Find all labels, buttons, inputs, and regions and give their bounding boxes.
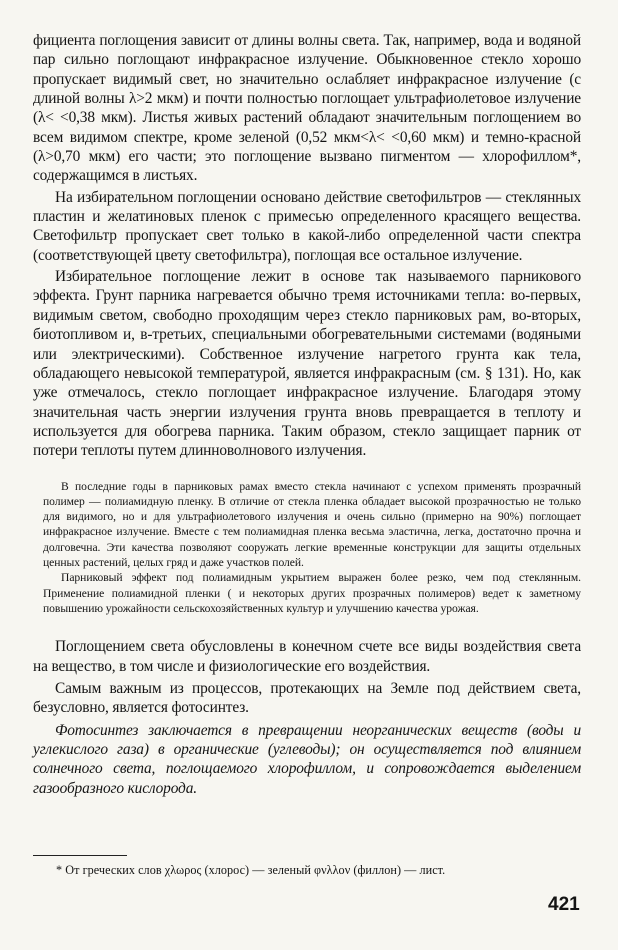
main-paragraph-3: Избирательное поглощение лежит в основе так называемого парникового эффекта. Грунт парника нагревается обычно тремя источниками тепла: во-первых, видимым светом, свободно проходящим через стекло парниковых рам, во-вторых, биотопливом и, в-третьих, специальными обогревательными системами (водяными или электрическими). Собственное излучение нагретого грунта как тела, обладающего невысокой температурой, является инфракрасным (см. § 131). Но, как уже отмечалось, стекло поглощает инфракрасное излучение. Благодаря этому значительная часть энергии излучения грунта вновь превращается в теплоту и используется для обогрева парника. Таким образом, стекло защищает парник от потери теплоты путем длинноволнового излучения. — [33, 268, 581, 460]
page-number: 421 — [548, 894, 580, 915]
small-print-paragraph-1: В последние годы в парниковых рамах вместо стекла начинают с успехом применять прозрачный полимер — полиамидную пленку. В отличие от стекла пленка обладает высокой прозрачностью не только для видимого, но и для ультрафиолетового излучения и очень сильно (примерно на 90%) поглощает инфракрасное излучение. Вместе с тем полиамидная пленка весьма эластична, легка, достаточно прочна и долговечна. Эти качества позволяют сооружать легкие временные конструкции для защиты отдельных ценных растений, целых гряд и даже участков полей. — [43, 479, 581, 570]
main-paragraph-2: На избирательном поглощении основано действие светофильтров — стеклянных пластин и желатиновых пленок с примесью определенного красящего вещества. Светофильтр пропускает свет только в какой-либо определенной части спектра (соответствующей цвету светофильтра), поглощая все остальное излучение. — [33, 188, 581, 264]
small-print-paragraph-2: Парниковый эффект под полиамидным укрытием выражен более резко, чем под стеклянным. Применение полиамидной пленки ( и некоторых других прозрачных полимеров) ведет к заметному повышению урожайности сельскохозяйственных культур и улучшению качества урожая. — [43, 571, 581, 615]
footnote: * От греческих слов χλωρος (хлорос) — зеленый φνλλον (филлон) — лист. — [56, 863, 446, 877]
final-paragraph-3: Фотосинтез заключается в превращении неорганических веществ (воды и углекислого газа) в органические (углеводы); он осуществляется под влиянием солнечного света, поглощаемого хлорофиллом, и сопровождается выделением газообразного кислорода. — [33, 721, 581, 797]
page-body — [33, 31, 581, 798]
footnote-divider — [33, 855, 127, 856]
main-paragraph-1: фициента поглощения зависит от длины волны света. Так, например, вода и водяной пар сильно поглощают инфракрасное излучение. Обыкновенное стекло хорошо пропускает видимый свет, но значительно ослабляет инфракрасное излучение (с длиной волны λ>2 мкм) и почти полностью поглощает ультрафиолетовое излучение (λ< <0,38 мкм). Листья живых растений обладают значительным поглощением во всем видимом спектре, кроме зеленой (0,52 мкм<λ< <0,60 мкм) и темно-красной (λ>0,70 мкм) его части; это поглощение вызвано пигментом — хлорофиллом*, содержащимся в листьях. — [33, 32, 581, 185]
final-paragraph-1: Поглощением света обусловлены в конечном счете все виды воздействия света на вещество, в том числе и физиологические его воздействия. — [33, 638, 581, 675]
final-paragraph-2: Самым важным из процессов, протекающих на Земле под действием света, безусловно, является фотосинтез. — [33, 679, 581, 717]
